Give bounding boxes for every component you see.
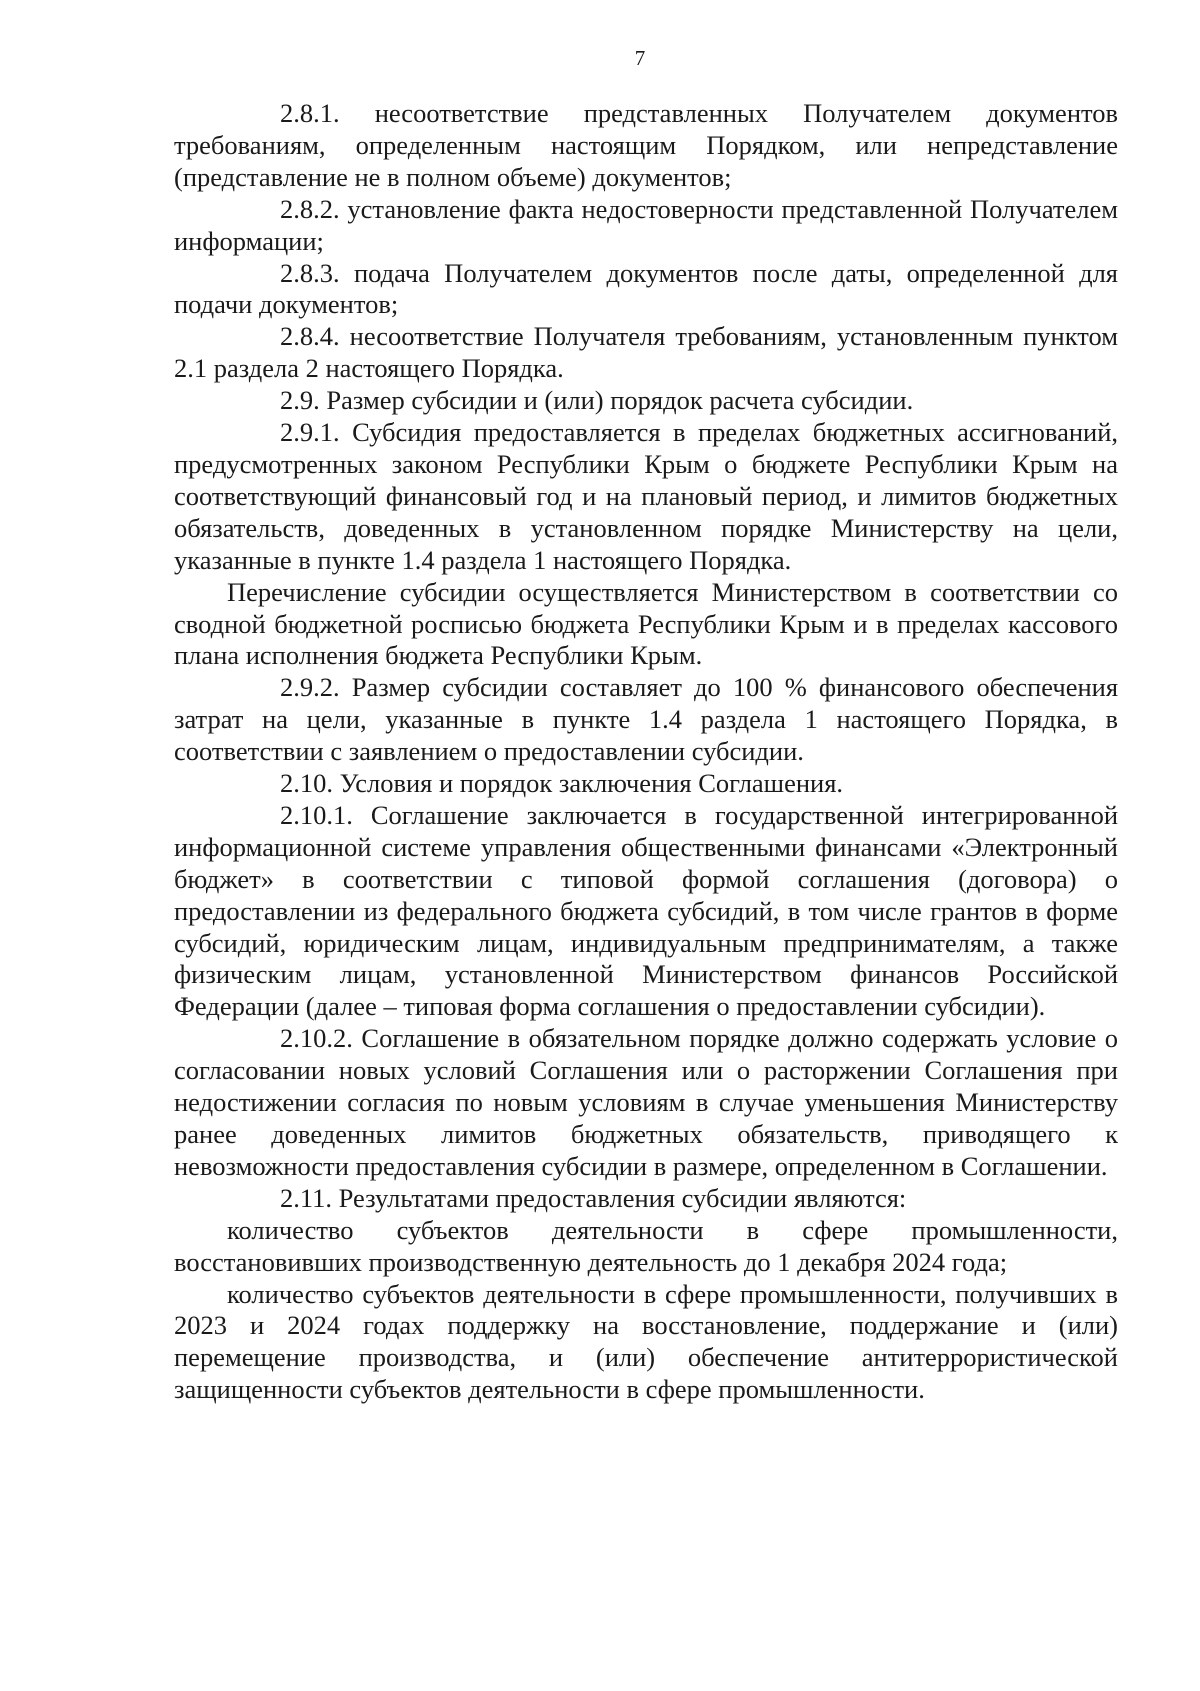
paragraph-2-9 xyxy=(174,385,1118,417)
clause-text: Субсидия предоставляется в пределах бюджетных ассигнований, предусмотренных законом Республики Крым о бюджете Республики Крым на соответствующий финансовый год и на плановый период, и лимитов бюджетных обязательств, доведенных в установленном порядке Министерству на цели, указанные в пункте 1.4 раздела 1 настоящего Порядка. xyxy=(174,417,1119,575)
paragraph-result-2 xyxy=(174,1279,1118,1407)
paragraph-2-8-1 xyxy=(174,98,1118,194)
paragraph-2-9-1 xyxy=(174,417,1118,577)
clause-number: 2.8.2. xyxy=(280,193,340,224)
paragraph-2-8-4 xyxy=(174,321,1118,385)
clause-text: Размер субсидии составляет до 100 % финансового обеспечения затрат на цели, указанные в пункте 1.4 раздела 1 настоящего Порядка, в соответствии с заявлением о предоставлении субсидии. xyxy=(174,672,1119,767)
clause-text: подача Получателем документов после даты, определенной для подачи документов; xyxy=(174,257,1118,320)
clause-text: Соглашение в обязательном порядке должно содержать условие о согласовании новых условий Соглашения или о расторжении Соглашения при недостижении согласия по новым условиям в случае уменьшения Министерству ранее доведенных лимитов бюджетных обязательств, приводящего к невозможности предоставления субсидии в размере, определенном в Соглашении. xyxy=(174,1023,1119,1181)
clause-text: количество субъектов деятельности в сфере промышленности, восстановивших производственную деятельность до 1 декабря 2024 года; xyxy=(174,1214,1118,1277)
clause-number: 2.9. xyxy=(280,385,320,416)
clause-text: несоответствие Получателя требованиям, установленным пунктом 2.1 раздела 2 настоящего Порядка. xyxy=(174,321,1119,384)
clause-text: Размер субсидии и (или) порядок расчета субсидии. xyxy=(326,385,914,416)
clause-number: 2.8.3. xyxy=(280,257,340,288)
paragraph-2-8-2 xyxy=(174,194,1118,258)
clause-number: 2.10.1. xyxy=(280,799,353,830)
clause-text: Результатами предоставления субсидии являются: xyxy=(338,1182,907,1213)
page-number: 7 xyxy=(634,46,646,70)
paragraph-2-10-2 xyxy=(174,1023,1118,1183)
paragraph-2-10 xyxy=(174,768,1118,800)
paragraph-transfer xyxy=(174,577,1118,673)
clause-text: установление факта недостоверности представленной Получателем информации; xyxy=(174,193,1118,256)
clause-text: Условия и порядок заключения Соглашения. xyxy=(339,768,844,799)
clause-number: 2.8.4. xyxy=(280,321,340,352)
clause-text: количество субъектов деятельности в сфере промышленности, получивших в 2023 и 2024 годах поддержку на восстановление, поддержание и (или) перемещение производства, и (или) обеспечение антитеррористической защищенности субъектов деятельности в сфере промышленности. xyxy=(174,1278,1118,1405)
paragraph-2-9-2 xyxy=(174,672,1118,768)
clause-number: 2.10.2. xyxy=(280,1023,353,1054)
paragraph-2-11 xyxy=(174,1183,1118,1215)
clause-text: Перечисление субсидии осуществляется Министерством в соответствии со сводной бюджетной росписью бюджета Республики Крым и в пределах кассового плана исполнения бюджета Республики Крым. xyxy=(174,576,1118,671)
paragraph-result-1 xyxy=(174,1215,1118,1279)
document-body xyxy=(174,98,1118,1406)
clause-text: несоответствие представленных Получателем документов требованиям, определенным настоящим Порядком, или непредставление (представление не в полном объеме) документов; xyxy=(174,98,1118,192)
clause-number: 2.9.2. xyxy=(280,672,340,703)
clause-text: Соглашение заключается в государственной интегрированной информационной системе управления общественными финансами «Электронный бюджет» в соответствии с типовой формой соглашения (договора) о предоставлении из федерального бюджета субсидий, в том числе грантов в форме субсидий, юридическим лицам, индивидуальным предпринимателям, а также физическим лицам, установленной Министерством финансов Российской Федерации (далее – типовая форма соглашения о предоставлении субсидии). xyxy=(174,799,1119,1022)
clause-number: 2.8.1. xyxy=(280,98,340,128)
paragraph-2-10-1 xyxy=(174,800,1118,1023)
clause-number: 2.11. xyxy=(280,1182,333,1213)
clause-number: 2.9.1. xyxy=(280,417,340,448)
paragraph-2-8-3 xyxy=(174,258,1118,322)
clause-number: 2.10. xyxy=(280,768,333,799)
